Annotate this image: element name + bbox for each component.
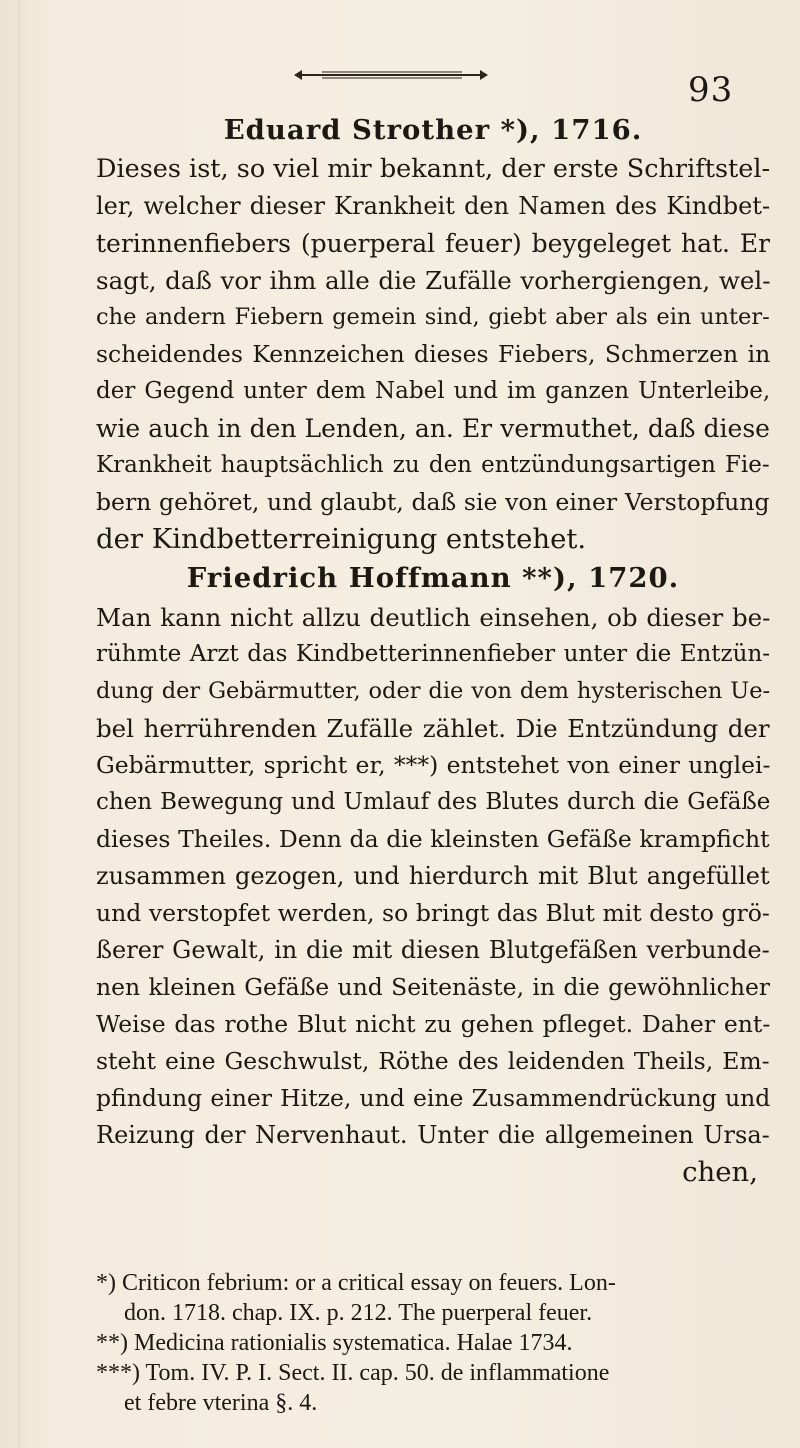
header-ornament: [292, 68, 490, 82]
text-line: che andern Fiebern gemein sind, giebt aber als ein unter-: [96, 304, 770, 330]
text-line: dung der Gebärmutter, oder die von dem hysterischen Ue-: [96, 678, 770, 704]
page-gutter-shadow: [18, 0, 21, 1448]
text-line: bel herrührenden Zufälle zählet. Die Entzündung der: [96, 714, 770, 743]
page-number: 93: [688, 70, 734, 110]
text-line: nen kleinen Gefäße und Seitenäste, in die gewöhnlicher: [96, 973, 770, 1001]
text-line: zusammen gezogen, und hierdurch mit Blut angefüllet: [96, 862, 770, 890]
text-line: scheidendes Kennzeichen dieses Fiebers, Schmerzen in: [96, 340, 770, 368]
text-line: der Gegend unter dem Nabel und im ganzen Unterleibe,: [96, 378, 770, 404]
text-line: Weise das rothe Blut nicht zu gehen pfleget. Daher ent-: [96, 1010, 770, 1038]
section-heading: Eduard Strother *), 1716.: [223, 114, 643, 146]
text-line: dieses Theiles. Denn da die kleinsten Gefäße krampficht: [96, 825, 770, 853]
text-line: terinnenfiebers (puerperal feuer) beygeleget hat. Er: [96, 229, 770, 258]
text-line: der Kindbetterreinigung entstehet.: [96, 523, 587, 555]
text-line: ßerer Gewalt, in die mit diesen Blutgefäßen verbunde-: [96, 936, 770, 964]
text-line: bern gehöret, und glaubt, daß sie von einer Verstopfung: [96, 488, 770, 516]
footnotes: [96, 1268, 770, 1418]
text-line: wie auch in den Lenden, an. Er vermuthet, daß diese: [96, 414, 770, 443]
catchword: chen,: [682, 1156, 758, 1188]
text-line: ler, welcher dieser Krankheit den Namen des Kindbet-: [96, 192, 770, 220]
footnote-line: ***) Tom. IV. P. I. Sect. II. cap. 50. de inflammatione: [96, 1360, 610, 1386]
text-line: Gebärmutter, spricht er, ***) entstehet von einer unglei-: [96, 751, 770, 779]
text-line: und verstopfet werden, so bringt das Blut mit desto grö-: [96, 899, 770, 927]
footnote-line: *) Criticon febrium: or a critical essay on feuers. Lon-: [96, 1270, 616, 1296]
main-text: [96, 110, 770, 1191]
text-line: Reizung der Nervenhaut. Unter die allgemeinen Ursa-: [96, 1121, 770, 1149]
footnote-line: et febre vterina §. 4.: [124, 1390, 318, 1416]
section-heading: Friedrich Hoffmann **), 1720.: [186, 562, 680, 594]
text-line: Dieses ist, so viel mir bekannt, der erste Schriftstel-: [96, 154, 770, 184]
text-line: steht eine Geschwulst, Röthe des leidenden Theils, Em-: [96, 1047, 770, 1075]
text-line: Man kann nicht allzu deutlich einsehen, ob dieser be-: [96, 603, 770, 632]
footnote-line: don. 1718. chap. IX. p. 212. The puerperal feuer.: [124, 1300, 593, 1326]
text-line: rühmte Arzt das Kindbetterinnenfieber unter die Entzün-: [96, 641, 770, 667]
text-line: Krankheit hauptsächlich zu den entzündungsartigen Fie-: [96, 452, 770, 478]
text-line: chen Bewegung und Umlauf des Blutes durch die Gefäße: [96, 789, 770, 815]
text-line: sagt, daß vor ihm alle die Zufälle vorhergiengen, wel-: [96, 266, 770, 295]
text-line: pfindung einer Hitze, und eine Zusammendrückung und: [96, 1084, 770, 1112]
footnote-line: **) Medicina rationialis systematica. Halae 1734.: [96, 1330, 573, 1356]
